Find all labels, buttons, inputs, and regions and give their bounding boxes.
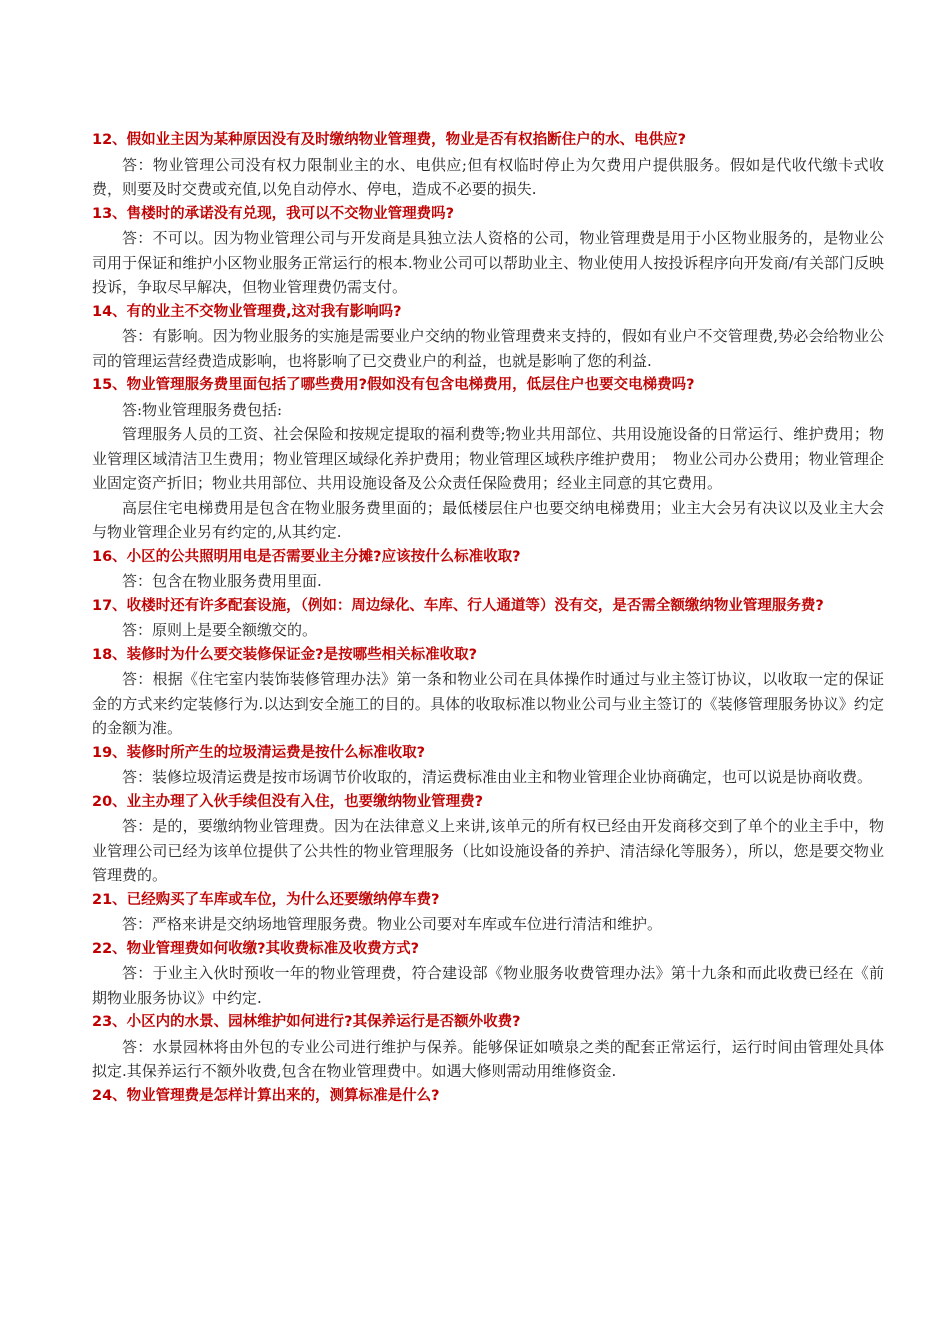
question-24: 24、物业管理费是怎样计算出来的，测算标准是什么?: [92, 1087, 440, 1104]
question-20: 20、业主办理了入伙手续但没有入住，也要缴纳物业管理费?: [92, 793, 484, 810]
answer-16: 答：包含在物业服务费用里面.: [122, 572, 322, 590]
question-18: 18、装修时为什么要交装修保证金?是按哪些相关标准收取?: [92, 646, 477, 663]
question-21: 21、已经购买了车库或车位，为什么还要缴纳停车费?: [92, 891, 440, 908]
question-19: 19、装修时所产生的垃圾清运费是按什么标准收取?: [92, 744, 426, 761]
question-15: 15、物业管理服务费里面包括了哪些费用?假如没有包含电梯费用，低层住户也要交电梯费吗?: [92, 377, 695, 393]
answer-23: 答：水景园林将由外包的专业公司进行维护与保养。能够保证如喷泉之类的配套正常运行，运行时间由管理处具体拟定.其保养运行不额外收费,包含在物业管理费中。如遇大修则需动用维修资金.: [92, 1037, 884, 1080]
question-16: 16、小区的公共照明用电是否需要业主分摊?应该按什么标准收取?: [92, 548, 521, 565]
answer-12: 答：物业管理公司没有权力限制业主的水、电供应;但有权临时停止为欠费用户提供服务。假如是代收代缴卡式收费，则要及时交费或充值,以免自动停水、停电，造成不必要的损失.: [92, 155, 884, 198]
question-12: 12、假如业主因为某种原因没有及时缴纳物业管理费，物业是否有权掐断住户的水、电供应?: [92, 132, 687, 148]
answer-22: 答：于业主入伙时预收一年的物业管理费，符合建设部《物业服务收费管理办法》第十九条和而此收费已经在《前期物业服务协议》中约定.: [92, 964, 884, 1007]
question-22: 22、物业管理费如何收缴?其收费标准及收费方式?: [92, 940, 419, 957]
faq-document: [92, 128, 884, 1108]
answer-18: 答：根据《住宅室内装饰装修管理办法》第一条和物业公司在具体操作时通过与业主签订协议，以收取一定的保证金的方式来约定装修行为.以达到安全施工的目的。具体的收取标准以物业公司与业主签订的《装修管理服务协议》约定的金额为准。: [92, 670, 884, 737]
question-17: 17、收楼时还有许多配套设施，（例如：周边绿化、车库、行人通道等）没有交，是否需全额缴纳物业管理服务费?: [92, 597, 824, 614]
answer-17: 答：原则上是要全额缴交的。: [122, 621, 318, 639]
answer-20: 答：是的，要缴纳物业管理费。因为在法律意义上来讲,该单元的所有权已经由开发商移交到了单个的业主手中，物业管理公司已经为该单位提供了公共性的物业管理服务（比如设施设备的养护、清洁绿化等服务），所以，您是要交物业管理费的。: [92, 817, 884, 884]
answer-15-elevator: 高层住宅电梯费用是包含在物业服务费里面的；最低楼层住户也要交纳电梯费用；业主大会另有决议以及业主大会与物业管理企业另有约定的,从其约定.: [92, 498, 884, 541]
answer-13: 答：不可以。因为物业管理公司与开发商是具独立法人资格的公司，物业管理费是用于小区物业服务的，是物业公司用于保证和维护小区物业服务正常运行的根本.物业公司可以帮助业主、物业使用人按投诉程序向开发商/有关部门反映投诉，争取尽早解决，但物业管理费仍需支付。: [92, 229, 884, 296]
answer-19: 答：装修垃圾清运费是按市场调节价收取的，清运费标准由业主和物业管理企业协商确定，也可以说是协商收费。: [122, 768, 873, 786]
answer-15-intro: 答:物业管理服务费包括:: [122, 400, 283, 419]
answer-21: 答：严格来讲是交纳场地管理服务费。物业公司要对车库或车位进行清洁和维护。: [122, 915, 663, 933]
question-23: 23、小区内的水景、园林维护如何进行?其保养运行是否额外收费?: [92, 1014, 521, 1030]
answer-15-items: 管理服务人员的工资、社会保险和按规定提取的福利费等;物业共用部位、共用设施设备的日常运行、维护费用；物业管理区域清洁卫生费用；物业管理区域绿化养护费用；物业管理区域秩序维护费用； 物业公司办公费用；物业管理企业固定资产折旧；物业共用部位、共用设施设备及公众责任保险费用；经业主同意的其它费用。: [92, 425, 884, 492]
question-13: 13、售楼时的承诺没有兑现，我可以不交物业管理费吗?: [92, 205, 455, 222]
answer-14: 答：有影响。因为物业服务的实施是需要业户交纳的物业管理费来支持的，假如有业户不交管理费,势必会给物业公司的管理运营经费造成影响，也将影响了已交费业户的利益，也就是影响了您的利益.: [92, 327, 884, 370]
question-14: 14、有的业主不交物业管理费,这对我有影响吗?: [92, 303, 402, 320]
